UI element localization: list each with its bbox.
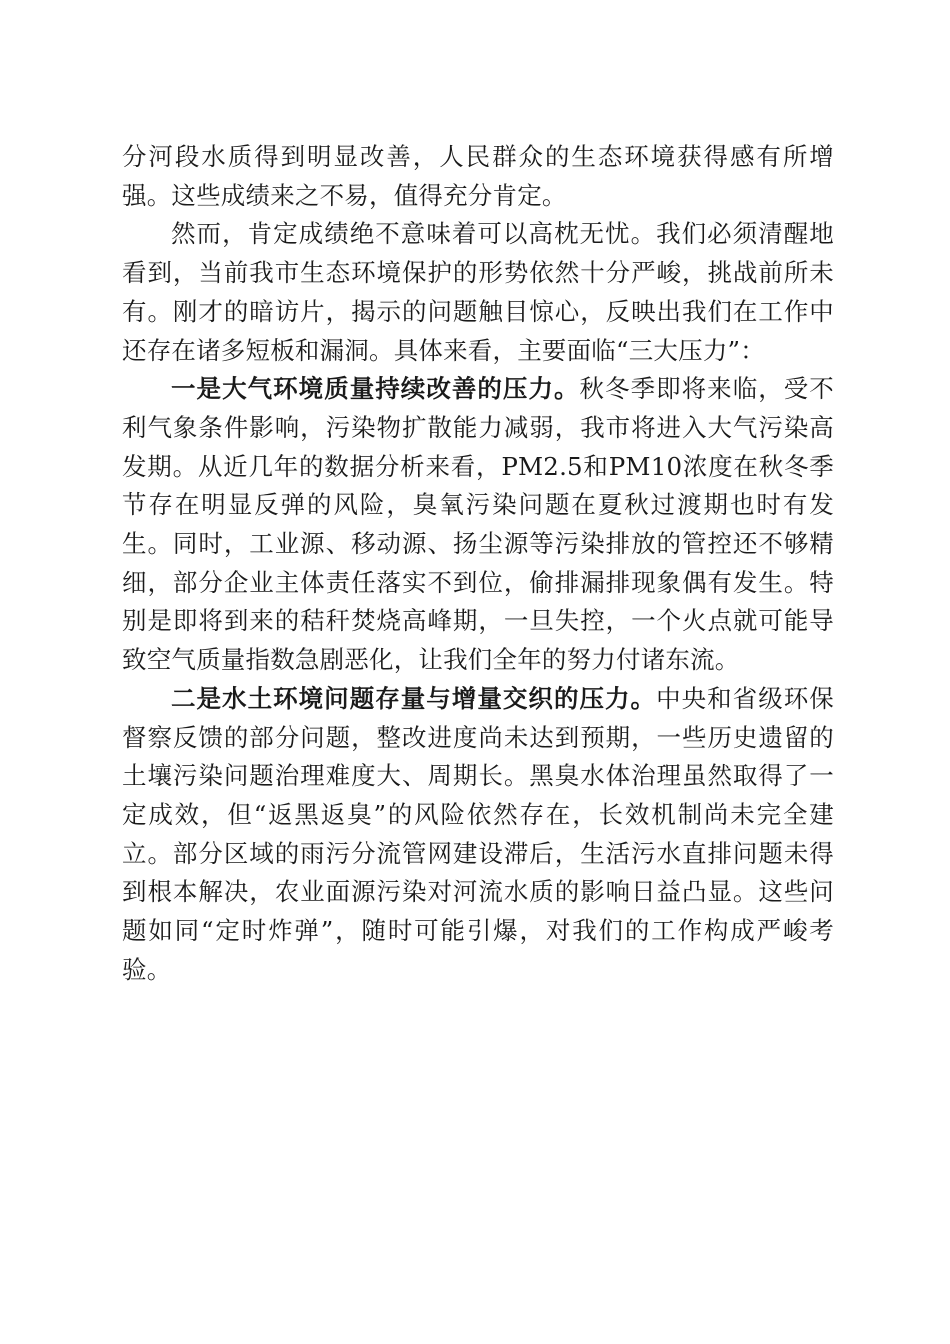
document-body <box>122 138 834 989</box>
paragraph-continuation <box>122 138 834 215</box>
paragraph-water-soil-pressure <box>122 680 834 990</box>
paragraph-text: 然而，肯定成绩绝不意味着可以高枕无忧。我们必须清醒地看到，当前我市生态环境保护的形势依然十分严峻，挑战前所未有。刚才的暗访片，揭示的问题触目惊心，反映出我们在工作中还存在诸多短板和漏洞。具体来看，主要面临“三大压力”： <box>122 219 834 365</box>
paragraph-text: 分河段水质得到明显改善，人民群众的生态环境获得感有所增强。这些成绩来之不易，值得充分肯定。 <box>122 142 834 210</box>
paragraph-three-pressures-intro <box>122 215 834 370</box>
paragraph-air-pressure <box>122 370 834 680</box>
paragraph-lead-heading: 一是大气环境质量持续改善的压力。 <box>171 374 580 404</box>
paragraph-text: 秋冬季即将来临，受不利气象条件影响，污染物扩散能力减弱，我市将进入大气污染高发期。从近几年的数据分析来看，PM2.5和PM10浓度在秋冬季节存在明显反弹的风险，臭氧污染问题在夏秋过渡期也时有发生。同时，工业源、移动源、扬尘源等污染排放的管控还不够精细，部分企业主体责任落实不到位，偷排漏排现象偶有发生。特别是即将到来的秸秆焚烧高峰期，一旦失控，一个火点就可能导致空气质量指数急剧恶化，让我们全年的努力付诸东流。 <box>122 374 835 675</box>
paragraph-text: 中央和省级环保督察反馈的部分问题，整改进度尚未达到预期，一些历史遗留的土壤污染问题治理难度大、周期长。黑臭水体治理虽然取得了一定成效，但“返黑返臭”的风险依然存在，长效机制尚未完全建立。部分区域的雨污分流管网建设滞后，生活污水直排问题未得到根本解决，农业面源污染对河流水质的影响日益凸显。这些问题如同“定时炸弹”，随时可能引爆，对我们的工作构成严峻考验。 <box>122 683 834 984</box>
paragraph-lead-heading: 二是水土环境问题存量与增量交织的压力。 <box>171 683 657 713</box>
